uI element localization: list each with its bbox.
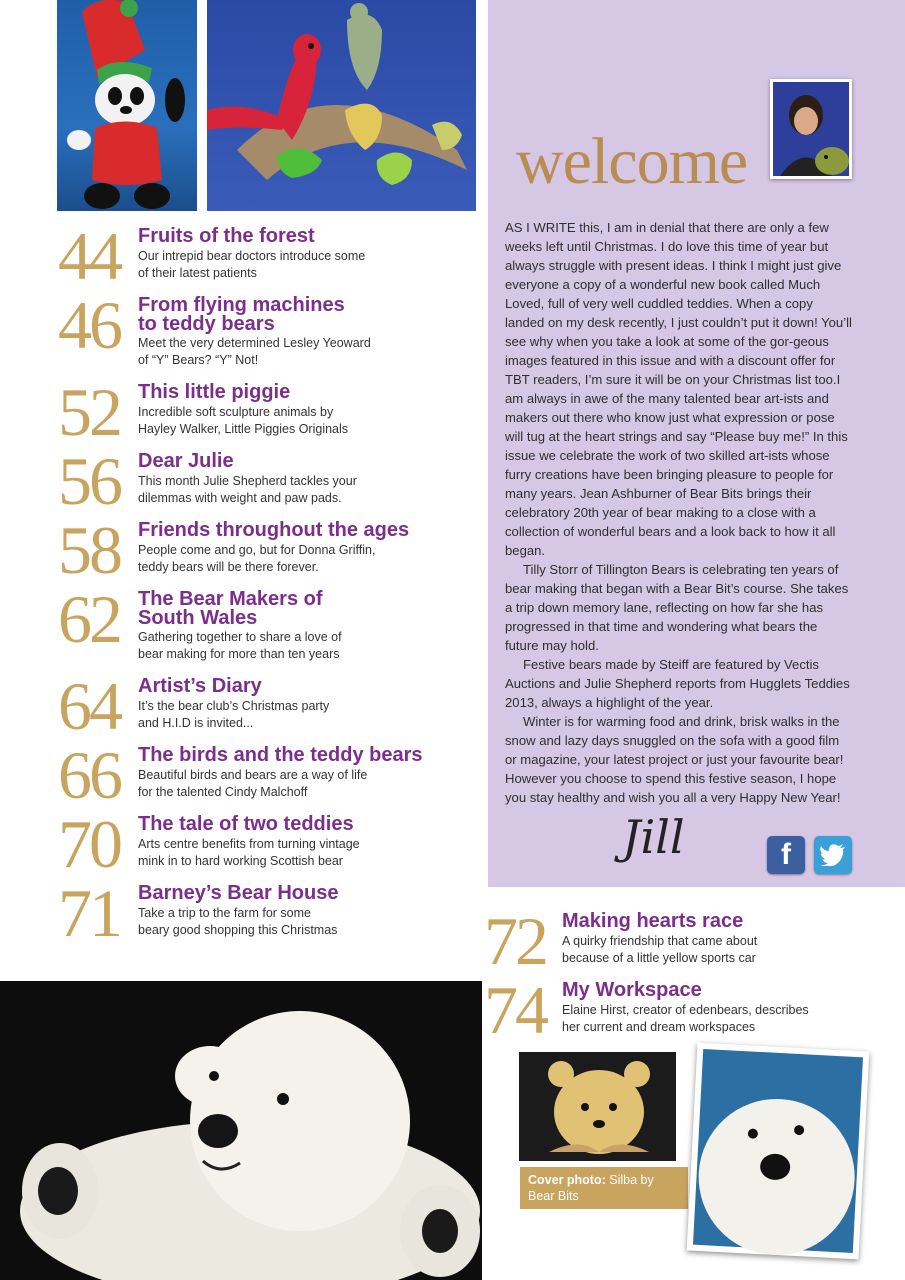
- panda-photo: [57, 0, 197, 211]
- article-title: This little piggie: [138, 381, 291, 403]
- article-description: Elaine Hirst, creator of edenbears, describes her current and dream workspaces: [562, 1003, 809, 1034]
- page-number: 74: [484, 972, 546, 1048]
- yellow-bear-photo: [519, 1052, 676, 1161]
- page-number: 66: [58, 737, 120, 813]
- editorial-paragraph: Winter is for warming food and drink, brisk walks in the snow and lazy days snuggled on the sofa with a good film or magazine, your latest project or just your favourite bear! However you choose to spend this festive season, I hope you stay healthy and wish you all a very Happy New Year!: [505, 714, 844, 805]
- article-description: It’s the bear club’s Christmas party and H.I.D is invited...: [138, 699, 330, 730]
- article-title: The tale of two teddies: [138, 813, 354, 835]
- article-title-line: South Wales: [138, 607, 258, 629]
- page-number: 70: [58, 806, 120, 882]
- article-title: Friends throughout the ages: [138, 519, 410, 541]
- page-number: 71: [58, 875, 120, 951]
- editor-photo: [770, 79, 852, 179]
- editorial-paragraph: Festive bears made by Steiff are featured by Vectis Auctions and Julie Shepherd reports from Hugglets Teddies 2013, always a highlight of the year.: [505, 657, 850, 710]
- article-description: Arts centre benefits from turning vintage mink in to hard working Scottish bear: [138, 837, 360, 868]
- page-number: 44: [58, 218, 120, 294]
- article-description: Take a trip to the farm for some beary good shopping this Christmas: [138, 906, 338, 937]
- page-number: 72: [484, 903, 546, 979]
- article-title: Fruits of the forest: [138, 225, 315, 247]
- twitter-button[interactable]: [814, 836, 852, 874]
- article-description: This month Julie Shepherd tackles your dilemmas with weight and paw pads.: [138, 474, 357, 505]
- page-number: 58: [58, 512, 120, 588]
- welcome-heading: welcome: [516, 125, 748, 198]
- cover-photo: [687, 1043, 870, 1260]
- article-title: The birds and the teddy bears: [138, 744, 423, 766]
- page-number: 56: [58, 443, 120, 519]
- polar-bear-photo: [0, 981, 482, 1280]
- page-number: 46: [58, 287, 120, 363]
- article-title-line: to teddy bears: [138, 313, 275, 335]
- page-number: 52: [58, 374, 120, 450]
- article-title-line: From flying machines: [138, 294, 345, 316]
- article-description: Gathering together to share a love of bear making for more than ten years: [138, 630, 342, 661]
- editorial-paragraph: AS I WRITE this, I am in denial that there are only a few weeks left until Christmas. I do love this time of year but always struggle with present ideas. I think I might just give everyone a copy of a wonderful new book called Much Loved, full of very well cuddled teddies. When a copy landed on my desk recently, I just couldn’t put it down! You’ll see why when you take a look at some of the gor-geous images featured in this issue and with a discount offer for TBT readers, I’m sure it will be on your Christmas list too.I am always in awe of the many talented bear art-ists and makers out there who know just what expression or pose will tug at the heart strings and say “Please buy me!” In this issue we celebrate the work of two skilled art-ists whose furry creations have been bringing pleasure to people for many years. Jean Ashburner of Bear Bits brings their celebratory 20th year of bear making to a close with a collection of wonderful bears and a look back to how it all began.: [505, 220, 852, 558]
- cover-caption: [520, 1167, 688, 1209]
- signature: Jill: [622, 810, 685, 864]
- article-description: Meet the very determined Lesley Yeoward of “Y” Bears? “Y” Not!: [138, 336, 371, 367]
- article-description: Incredible soft sculpture animals by Hayley Walker, Little Piggies Originals: [138, 405, 349, 436]
- cover-caption-label: Cover photo:: [528, 1173, 606, 1187]
- twitter-icon: [820, 844, 846, 866]
- article-title: Barney’s Bear House: [138, 882, 339, 904]
- editorial-paragraph: Tilly Storr of Tillington Bears is celebrating ten years of bear making that began with a Bear Bit’s course. She takes a trip down memory lane, reflecting on how far she has progressed in that time and wondering what bears the future may hold.: [505, 562, 849, 653]
- editorial-text: [505, 218, 853, 807]
- page-number: 64: [58, 668, 120, 744]
- birds-photo: [207, 0, 476, 211]
- article-title: My Workspace: [562, 979, 702, 1001]
- facebook-icon: f: [781, 838, 791, 871]
- page-number: 62: [58, 581, 120, 657]
- article-title: Artist’s Diary: [138, 675, 262, 697]
- article-title: Dear Julie: [138, 450, 234, 472]
- article-title: Making hearts race: [562, 910, 744, 932]
- facebook-button[interactable]: [767, 836, 805, 874]
- article-description: Our intrepid bear doctors introduce some of their latest patients: [138, 249, 366, 280]
- article-description: A quirky friendship that came about because of a little yellow sports car: [562, 934, 758, 965]
- article-description: Beautiful birds and bears are a way of life for the talented Cindy Malchoff: [138, 768, 368, 799]
- cover-caption-text: Silba by Bear Bits: [528, 1173, 654, 1203]
- article-description: People come and go, but for Donna Griffin, teddy bears will be there forever.: [138, 543, 376, 574]
- article-title-line: The Bear Makers of: [138, 588, 323, 610]
